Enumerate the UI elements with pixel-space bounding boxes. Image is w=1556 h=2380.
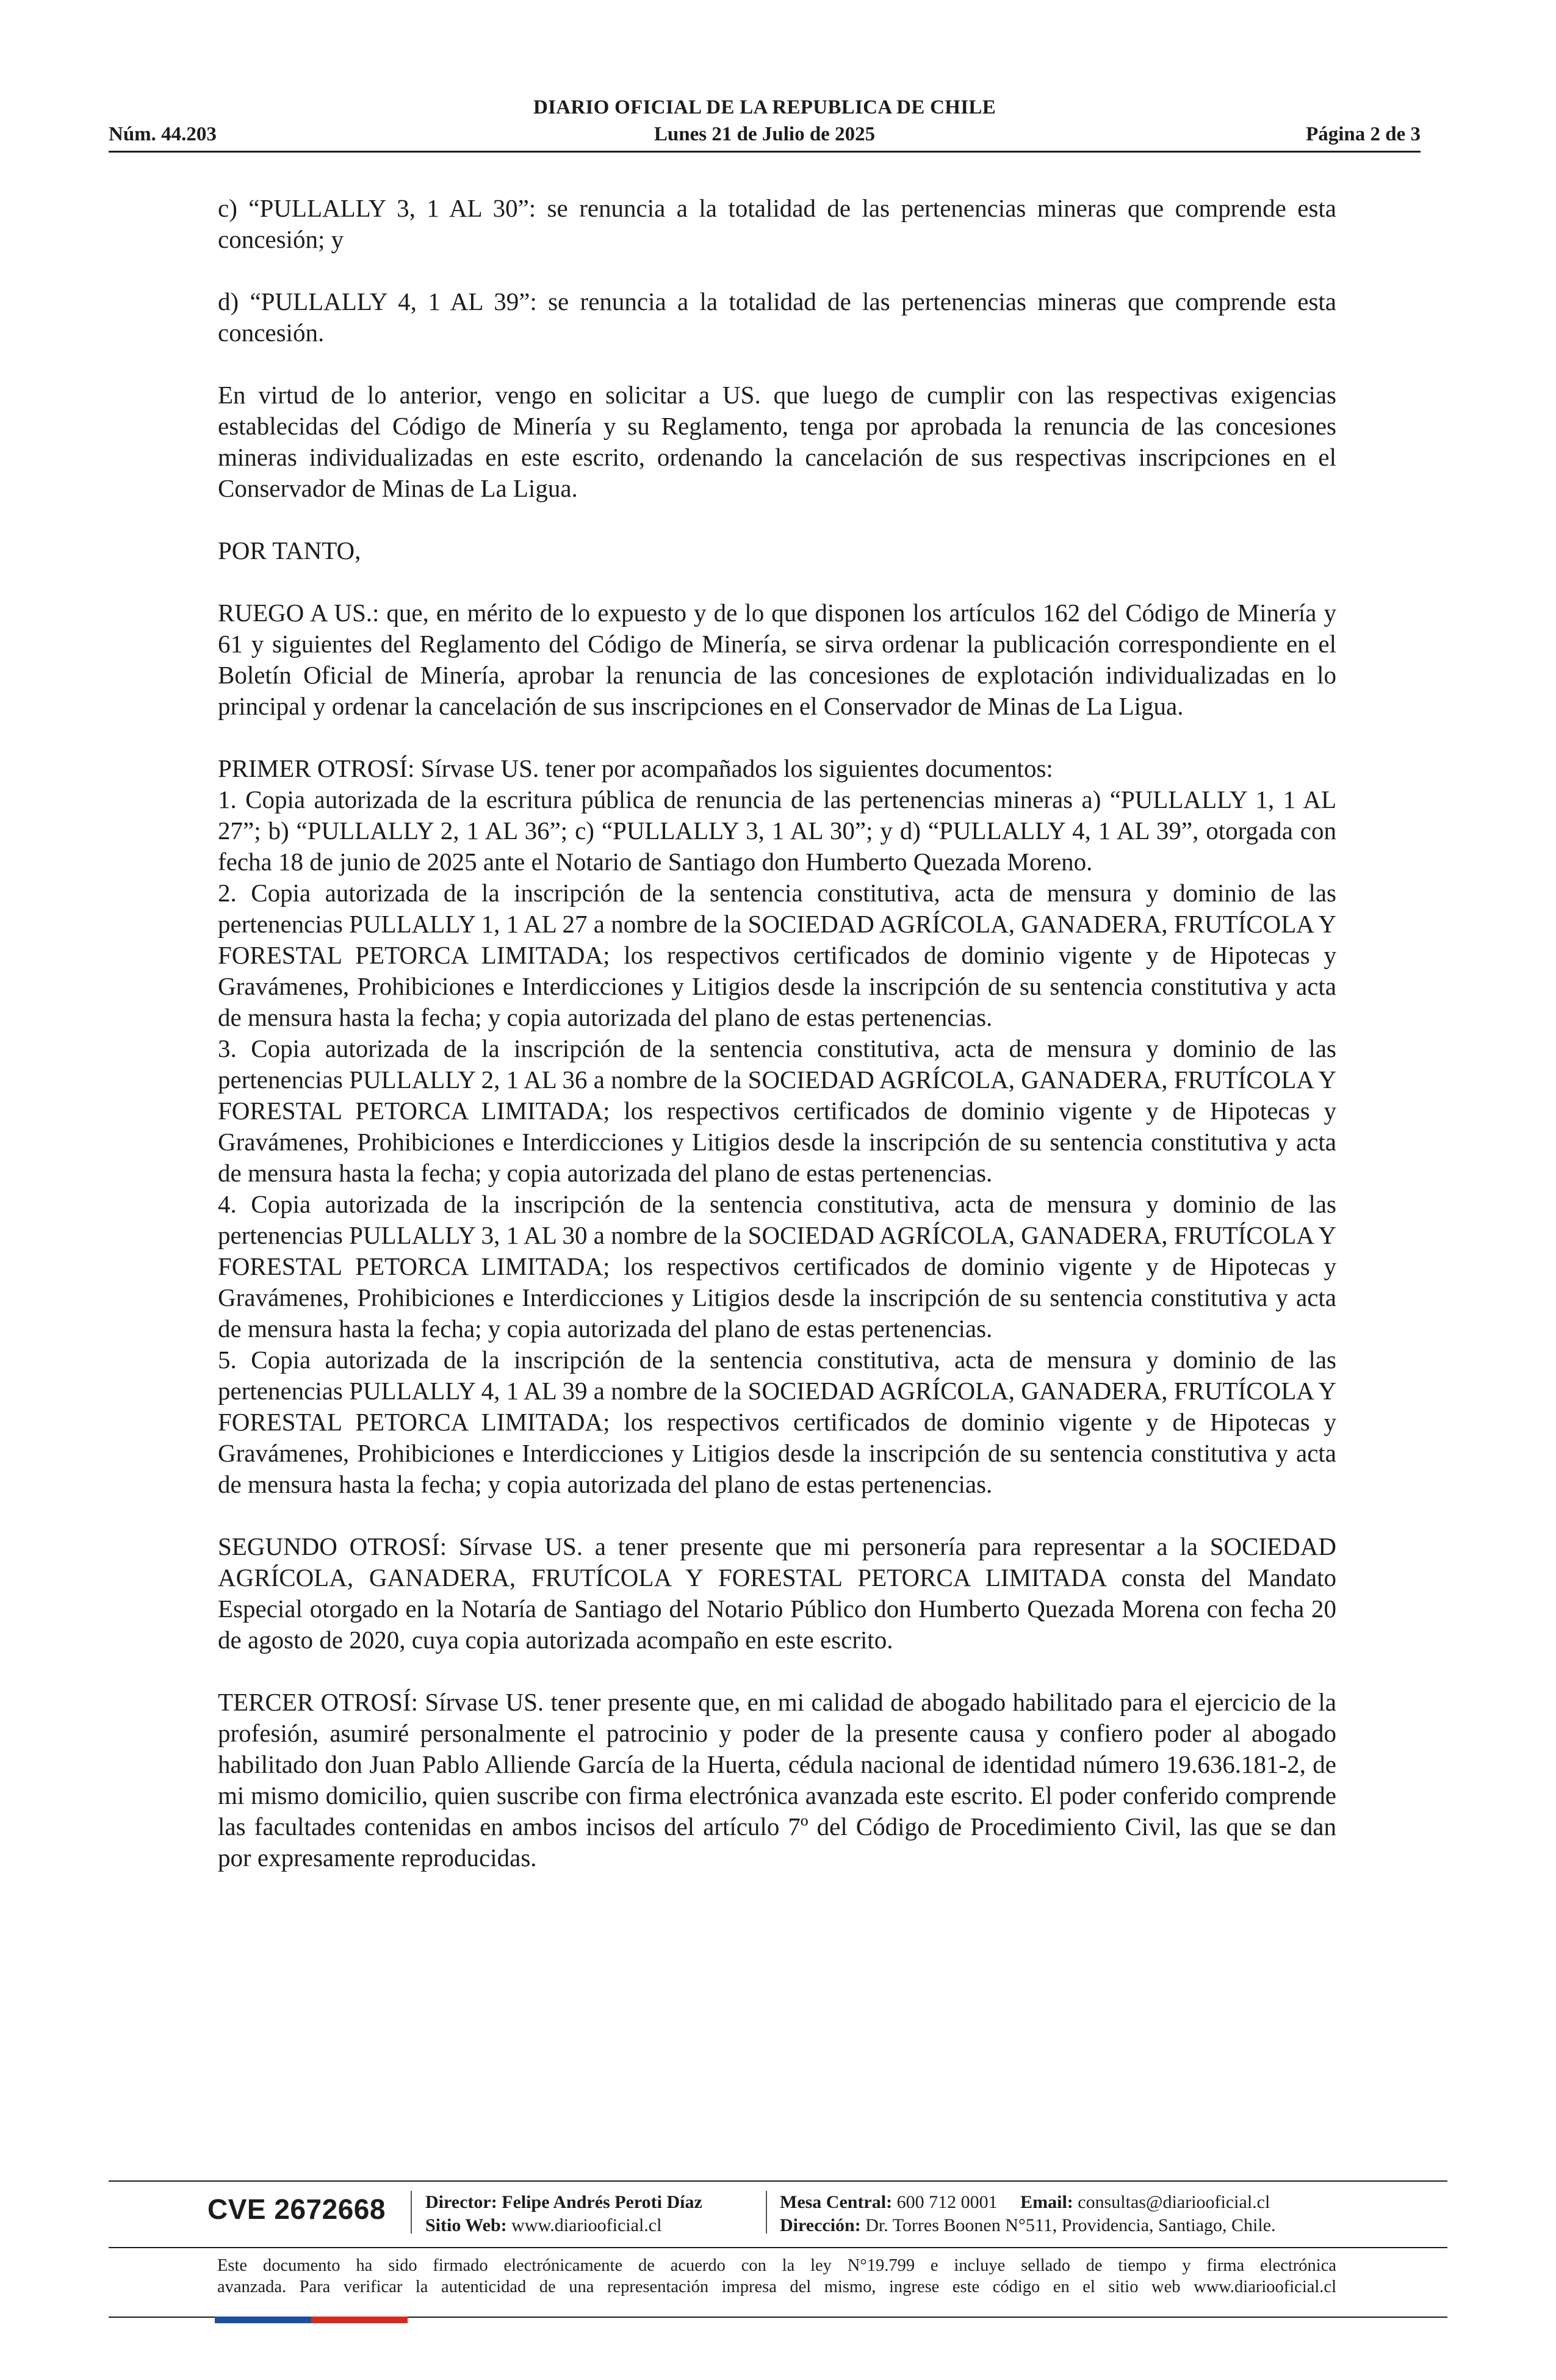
document-item-4: 4. Copia autorizada de la inscripción de la sentencia constitutiva, acta de mensura y dominio de las pertenencias PULLALLY 3, 1 AL 30 a nombre de la SOCIEDAD AGRÍCOLA, GANADERA, FRUTÍCOLA Y FORESTAL PETORCA LIMITADA; los respectivos certificados de dominio vigente y de Hipotecas y Gravámenes, Prohibiciones e Interdicciones y Litigios desde la inscripción de su sentencia constitutiva y acta de mensura hasta la fecha; y copia autorizada del plano de estas pertenencias. — [218, 1190, 1336, 1343]
document-item-1: 1. Copia autorizada de la escritura pública de renuncia de las pertenencias mineras a) “PULLALLY 1, 1 AL 27”; b) “PULLALLY 2, 1 AL 36”; c) “PULLALLY 3, 1 AL 30”; y d) “PULLALLY 4, 1 AL 39”, otorgada con fecha 18 de junio de 2025 ante el Notario de Santiago don Humberto Quezada Moreno. — [218, 785, 1336, 876]
document-item-5: 5. Copia autorizada de la inscripción de la sentencia constitutiva, acta de mensura y dominio de las pertenencias PULLALLY 4, 1 AL 39 a nombre de la SOCIEDAD AGRÍCOLA, GANADERA, FRUTÍCOLA Y FORESTAL PETORCA LIMITADA; los respectivos certificados de dominio vigente y de Hipotecas y Gravámenes, Prohibiciones e Interdicciones y Litigios desde la inscripción de su sentencia constitutiva y acta de mensura hasta la fecha; y copia autorizada del plano de estas pertenencias. — [218, 1346, 1336, 1498]
document-item-3: 3. Copia autorizada de la inscripción de la sentencia constitutiva, acta de mensura y dominio de las pertenencias PULLALLY 2, 1 AL 36 a nombre de la SOCIEDAD AGRÍCOLA, GANADERA, FRUTÍCOLA Y FORESTAL PETORCA LIMITADA; los respectivos certificados de dominio vigente y de Hipotecas y Gravámenes, Prohibiciones e Interdicciones y Litigios desde la inscripción de su sentencia constitutiva y acta de mensura hasta la fecha; y copia autorizada del plano de estas pertenencias. — [218, 1034, 1336, 1187]
legal-notice-line-1: Este documento ha sido firmado electrónicamente de acuerdo con la ley N°19.799 e incluye sellado de tiempo y firma electrónica — [217, 2256, 1336, 2275]
paragraph-pullally-4: d) “PULLALLY 4, 1 AL 39”: se renuncia a la totalidad de las pertenencias mineras que comprende esta concesión. — [218, 287, 1336, 347]
page-header — [109, 96, 1421, 151]
document-body — [218, 193, 1336, 1873]
paragraph-segundo-otrosi: SEGUNDO OTROSÍ: Sírvase US. a tener presente que mi personería para representar a la SOCIEDAD AGRÍCOLA, GANADERA, FRUTÍCOLA Y FORESTAL PETORCA LIMITADA consta del Mandato Especial otorgado en la Notaría de Santiago del Notario Público don Humberto Quezada Morena con fecha 20 de agosto de 2020, cuya copia autorizada acompaño en este escrito. — [218, 1532, 1336, 1654]
paragraph-por-tanto: POR TANTO, — [218, 536, 361, 564]
document-item-2: 2. Copia autorizada de la inscripción de la sentencia constitutiva, acta de mensura y dominio de las pertenencias PULLALLY 1, 1 AL 27 a nombre de la SOCIEDAD AGRÍCOLA, GANADERA, FRUTÍCOLA Y FORESTAL PETORCA LIMITADA; los respectivos certificados de dominio vigente y de Hipotecas y Gravámenes, Prohibiciones e Interdicciones y Litigios desde la inscripción de su sentencia constitutiva y acta de mensura hasta la fecha; y copia autorizada del plano de estas pertenencias. — [218, 879, 1336, 1031]
issue-number: Núm. 44.203 — [109, 123, 217, 145]
newspaper-title: DIARIO OFICIAL DE LA REPUBLICA DE CHILE — [533, 96, 996, 118]
cve-code: CVE 2672668 — [207, 2193, 386, 2225]
address-label: Dirección: — [780, 2215, 861, 2235]
paragraph-ruego: RUEGO A US.: que, en mérito de lo expuesto y de lo que disponen los artículos 162 del Código de Minería y 61 y siguientes del Reglamento del Código de Minería, se sirva ordenar la publicación correspondiente en el Boletín Oficial de Minería, aprobar la renuncia de las concesiones de explotación individualizadas en lo principal y ordenar la cancelación de sus inscripciones en el Conservador de Minas de La Ligua. — [218, 599, 1336, 720]
address-value: Dr. Torres Boonen N°511, Providencia, Santiago, Chile. — [865, 2215, 1276, 2235]
paragraph-solicitud: En virtud de lo anterior, vengo en solicitar a US. que luego de cumplir con las respectivas exigencias establecidas del Código de Minería y su Reglamento, tenga por aprobada la renuncia de las concesiones mineras individualizadas en este escrito, ordenando la cancelación de sus respectivas inscripciones en el Conservador de Minas de La Ligua. — [218, 381, 1336, 502]
legal-notice-line-2: avanzada. Para verificar la autenticidad de una representación impresa del mismo, ingrese este código en el sitio web www.diariooficial.cl — [217, 2277, 1336, 2296]
flag-stripe-blue — [215, 2317, 311, 2323]
legal-notice — [217, 2255, 1336, 2298]
issue-date: Lunes 21 de Julio de 2025 — [654, 123, 876, 145]
header-divider — [109, 151, 1421, 153]
director-value: Felipe Andrés Peroti Díaz — [502, 2192, 702, 2212]
page-number: Página 2 de 3 — [1306, 123, 1421, 145]
footer-divider-middle — [109, 2247, 1447, 2248]
director-label: Director: — [425, 2192, 497, 2212]
mesa-central-label: Mesa Central: — [780, 2192, 893, 2212]
footer-separator-1 — [411, 2191, 412, 2234]
footer-separator-2 — [766, 2191, 767, 2234]
footer-director-column — [425, 2191, 702, 2237]
paragraph-primer-otrosi: PRIMER OTROSÍ: Sírvase US. tener por acompañados los siguientes documentos: — [218, 754, 1053, 782]
website-value[interactable]: www.diariooficial.cl — [511, 2215, 662, 2235]
email-value[interactable]: consultas@diariooficial.cl — [1078, 2192, 1270, 2212]
mesa-central-value: 600 712 0001 — [896, 2192, 998, 2212]
email-label: Email: — [1020, 2192, 1073, 2212]
paragraph-tercer-otrosi: TERCER OTROSÍ: Sírvase US. tener presente que, en mi calidad de abogado habilitado para el ejercicio de la profesión, asumiré personalmente el patrocinio y poder de la presente causa y confiero poder al abogado habilitado don Juan Pablo Alliende García de la Huerta, cédula nacional de identidad número 19.636.181-2, de mi mismo domicilio, quien suscribe con firma electrónica avanzada este escrito. El poder conferido comprende las facultades contenidas en ambos incisos del artículo 7º del Código de Procedimiento Civil, las que se dan por expresamente reproducidas. — [218, 1688, 1336, 1872]
paragraph-pullally-3: c) “PULLALLY 3, 1 AL 30”: se renuncia a la totalidad de las pertenencias mineras que comprende esta concesión; y — [218, 194, 1336, 253]
website-label: Sitio Web: — [425, 2215, 507, 2235]
footer-contact-column — [780, 2191, 1276, 2237]
flag-stripe-red — [311, 2317, 408, 2323]
footer-divider-top — [109, 2180, 1447, 2182]
